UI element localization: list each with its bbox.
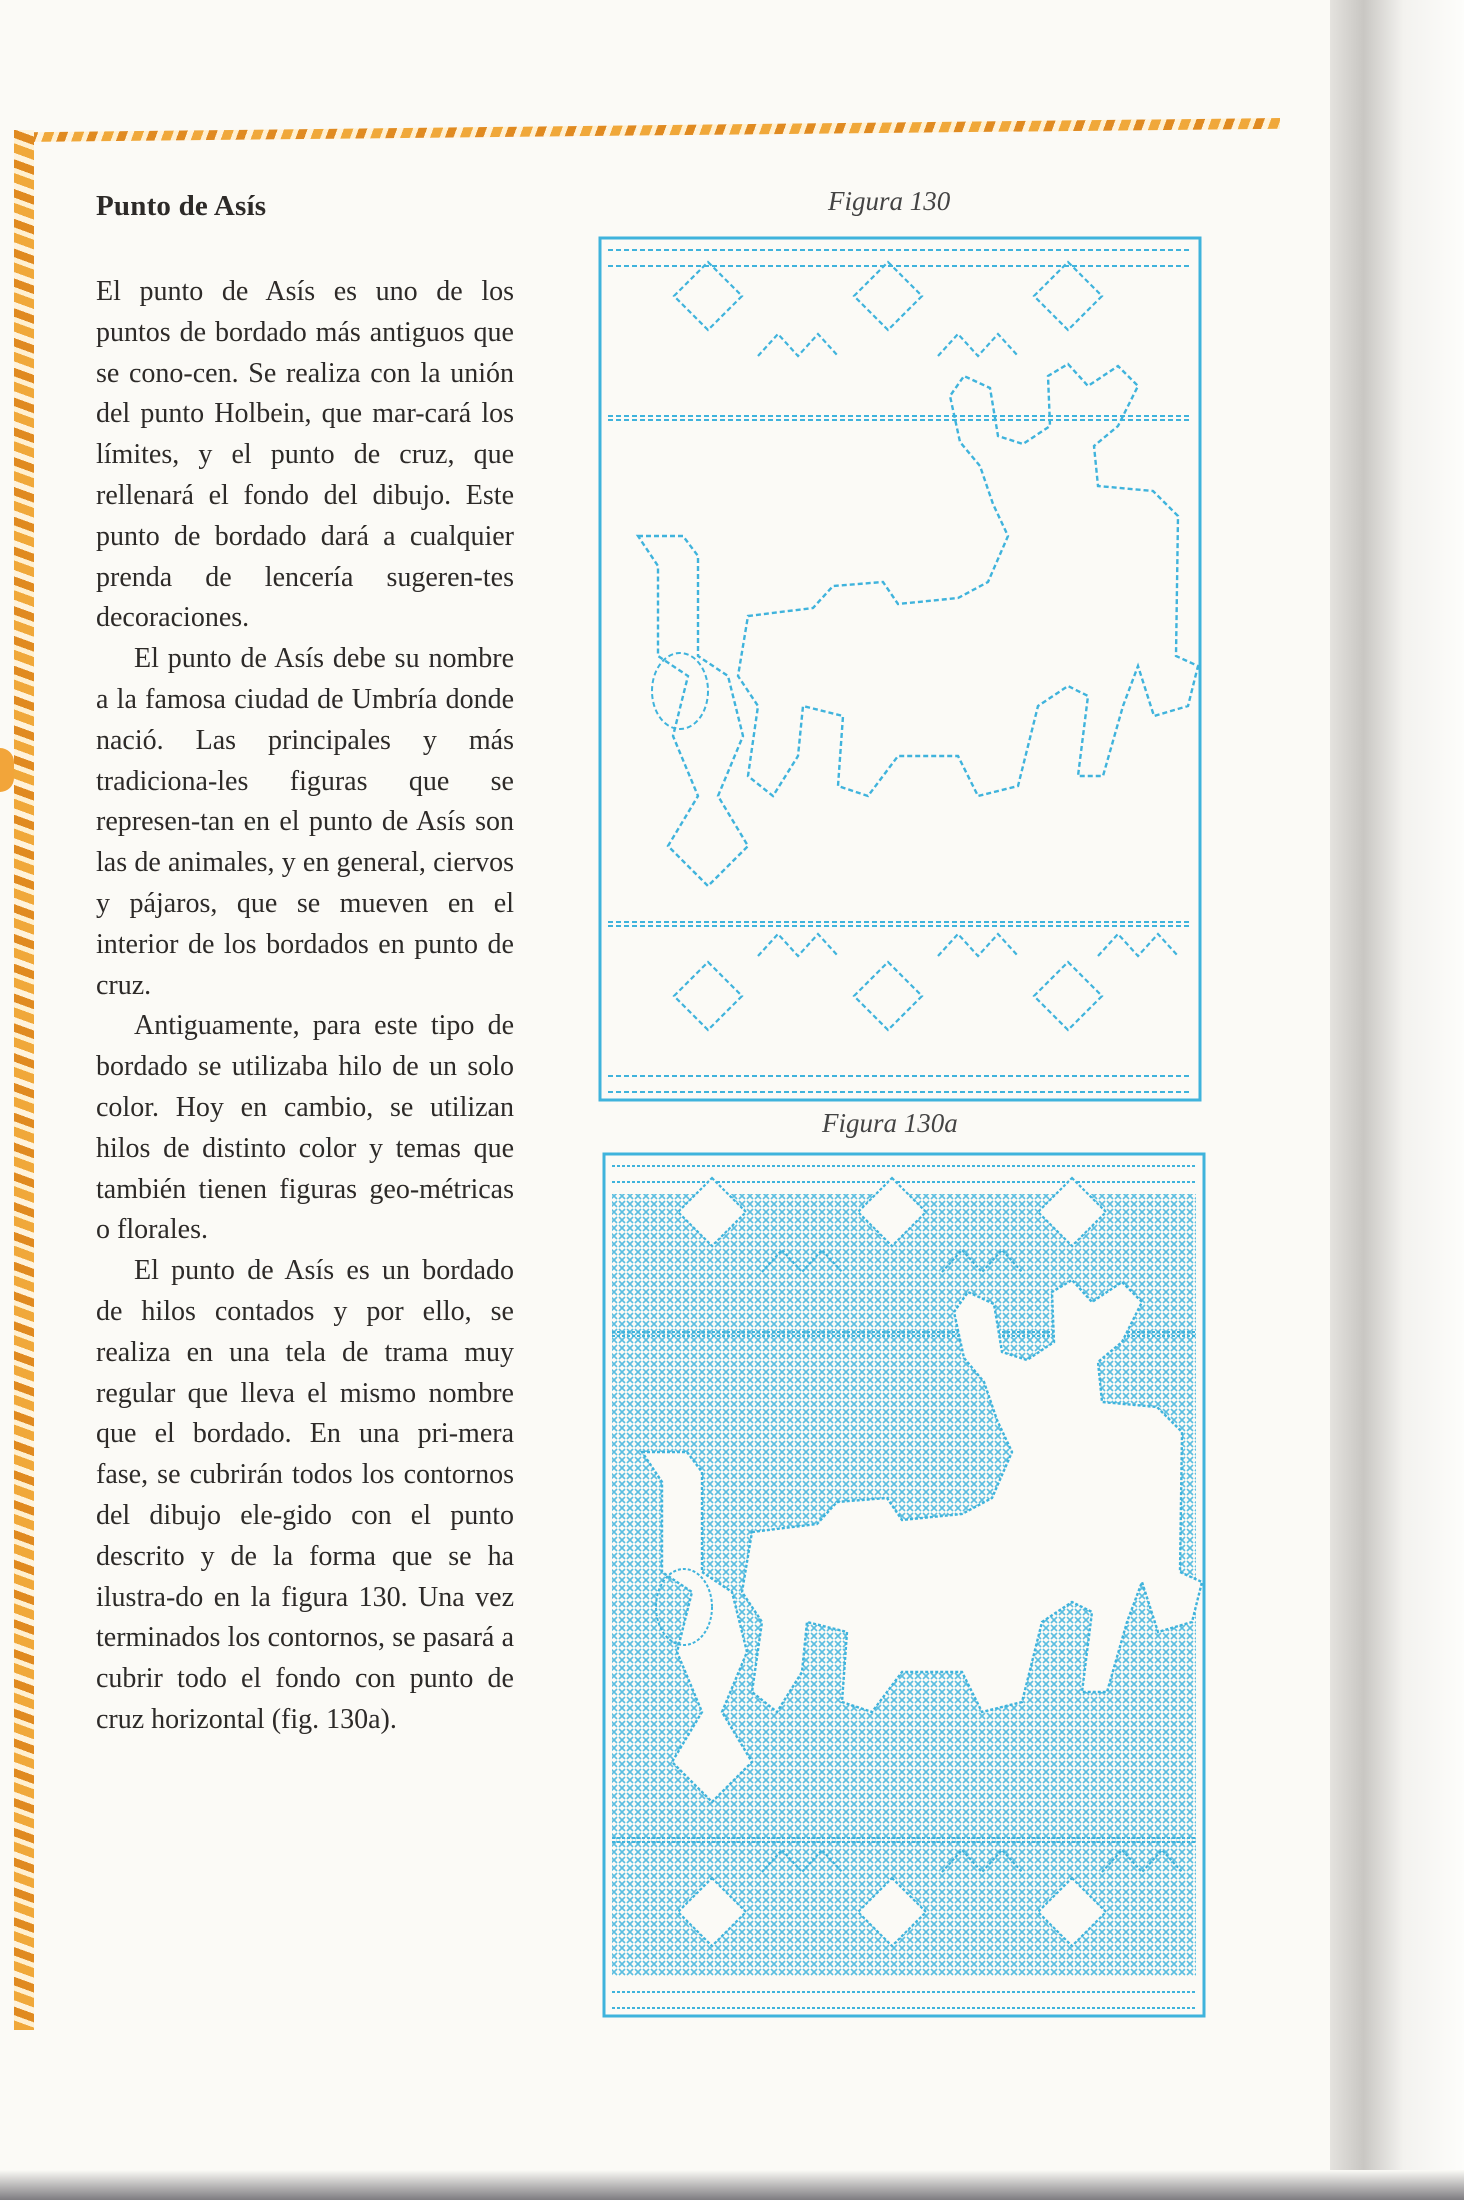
paragraph: El punto de Asís debe su nombre a la famosa ciudad de Umbría donde nació. Las principales y más tradiciona-les figuras que se represen-tan en el punto de Asís son las de animales, y en general, ciervos y pájaros, que se mueven en el interior de los bordados en punto de cruz. (96, 643, 514, 1001)
diamond-motif (674, 962, 742, 1030)
figure-frame (600, 238, 1200, 1100)
embroidery-outline-illustration (598, 236, 1202, 1102)
scroll-motif (758, 934, 838, 956)
diamond-motif (1034, 962, 1102, 1030)
paragraph: Antiguamente, para este tipo de bordado se utilizaba hilo de un solo color. Hoy en cambio, se utilizan hilos de distinto color y temas que también tienen figuras geo-métricas o florales. (96, 1010, 514, 1246)
figure-130-outline-pattern (598, 236, 1202, 1102)
scroll-motif (1098, 934, 1178, 956)
paragraph: El punto de Asís es uno de los puntos de bordado más antiguos que se cono-cen. Se realiza con la unión del punto Holbein, que mar-cará los límites, y el punto de cruz, que rellenará el fondo del dibujo. Este punto de bordado dará a cualquier prenda de lencería sugeren-tes decoraciones. (96, 276, 514, 634)
diamond-motif (1034, 262, 1102, 330)
figure-130a-filled-pattern (602, 1152, 1206, 2018)
figure-caption: Figura 130 (828, 186, 951, 216)
diamond-motif (854, 962, 922, 1030)
scroll-motif (938, 334, 1018, 356)
tree-motif (638, 536, 748, 886)
decorative-border-left (14, 130, 34, 2030)
page-edge-shadow (0, 2170, 1464, 2200)
diamond-motif (674, 262, 742, 330)
page-gutter (1330, 0, 1464, 2200)
flower-motif (652, 653, 708, 729)
section-heading: Punto de Asís (96, 190, 267, 222)
paragraph: El punto de Asís es un bordado de hilos contados y por ello, se realiza en una tela de trama muy regular que lleva el mismo nombre que el bordado. En una pri-mera fase, se cubrirán todos los contornos del dibujo ele-gido con el punto descrito y de la forma que se ha ilustra-do en la figura 130. Una vez terminados los contornos, se pasará a cubrir todo el fondo con punto de cruz horizontal (fig. 130a). (96, 1255, 514, 1735)
deer-motif (738, 364, 1198, 796)
scroll-motif (938, 934, 1018, 956)
scroll-motif (758, 334, 838, 356)
diamond-motif (854, 262, 922, 330)
embroidery-filled-illustration (602, 1152, 1206, 2018)
figure-caption: Figura 130a (822, 1108, 958, 1138)
body-text (96, 272, 514, 1741)
